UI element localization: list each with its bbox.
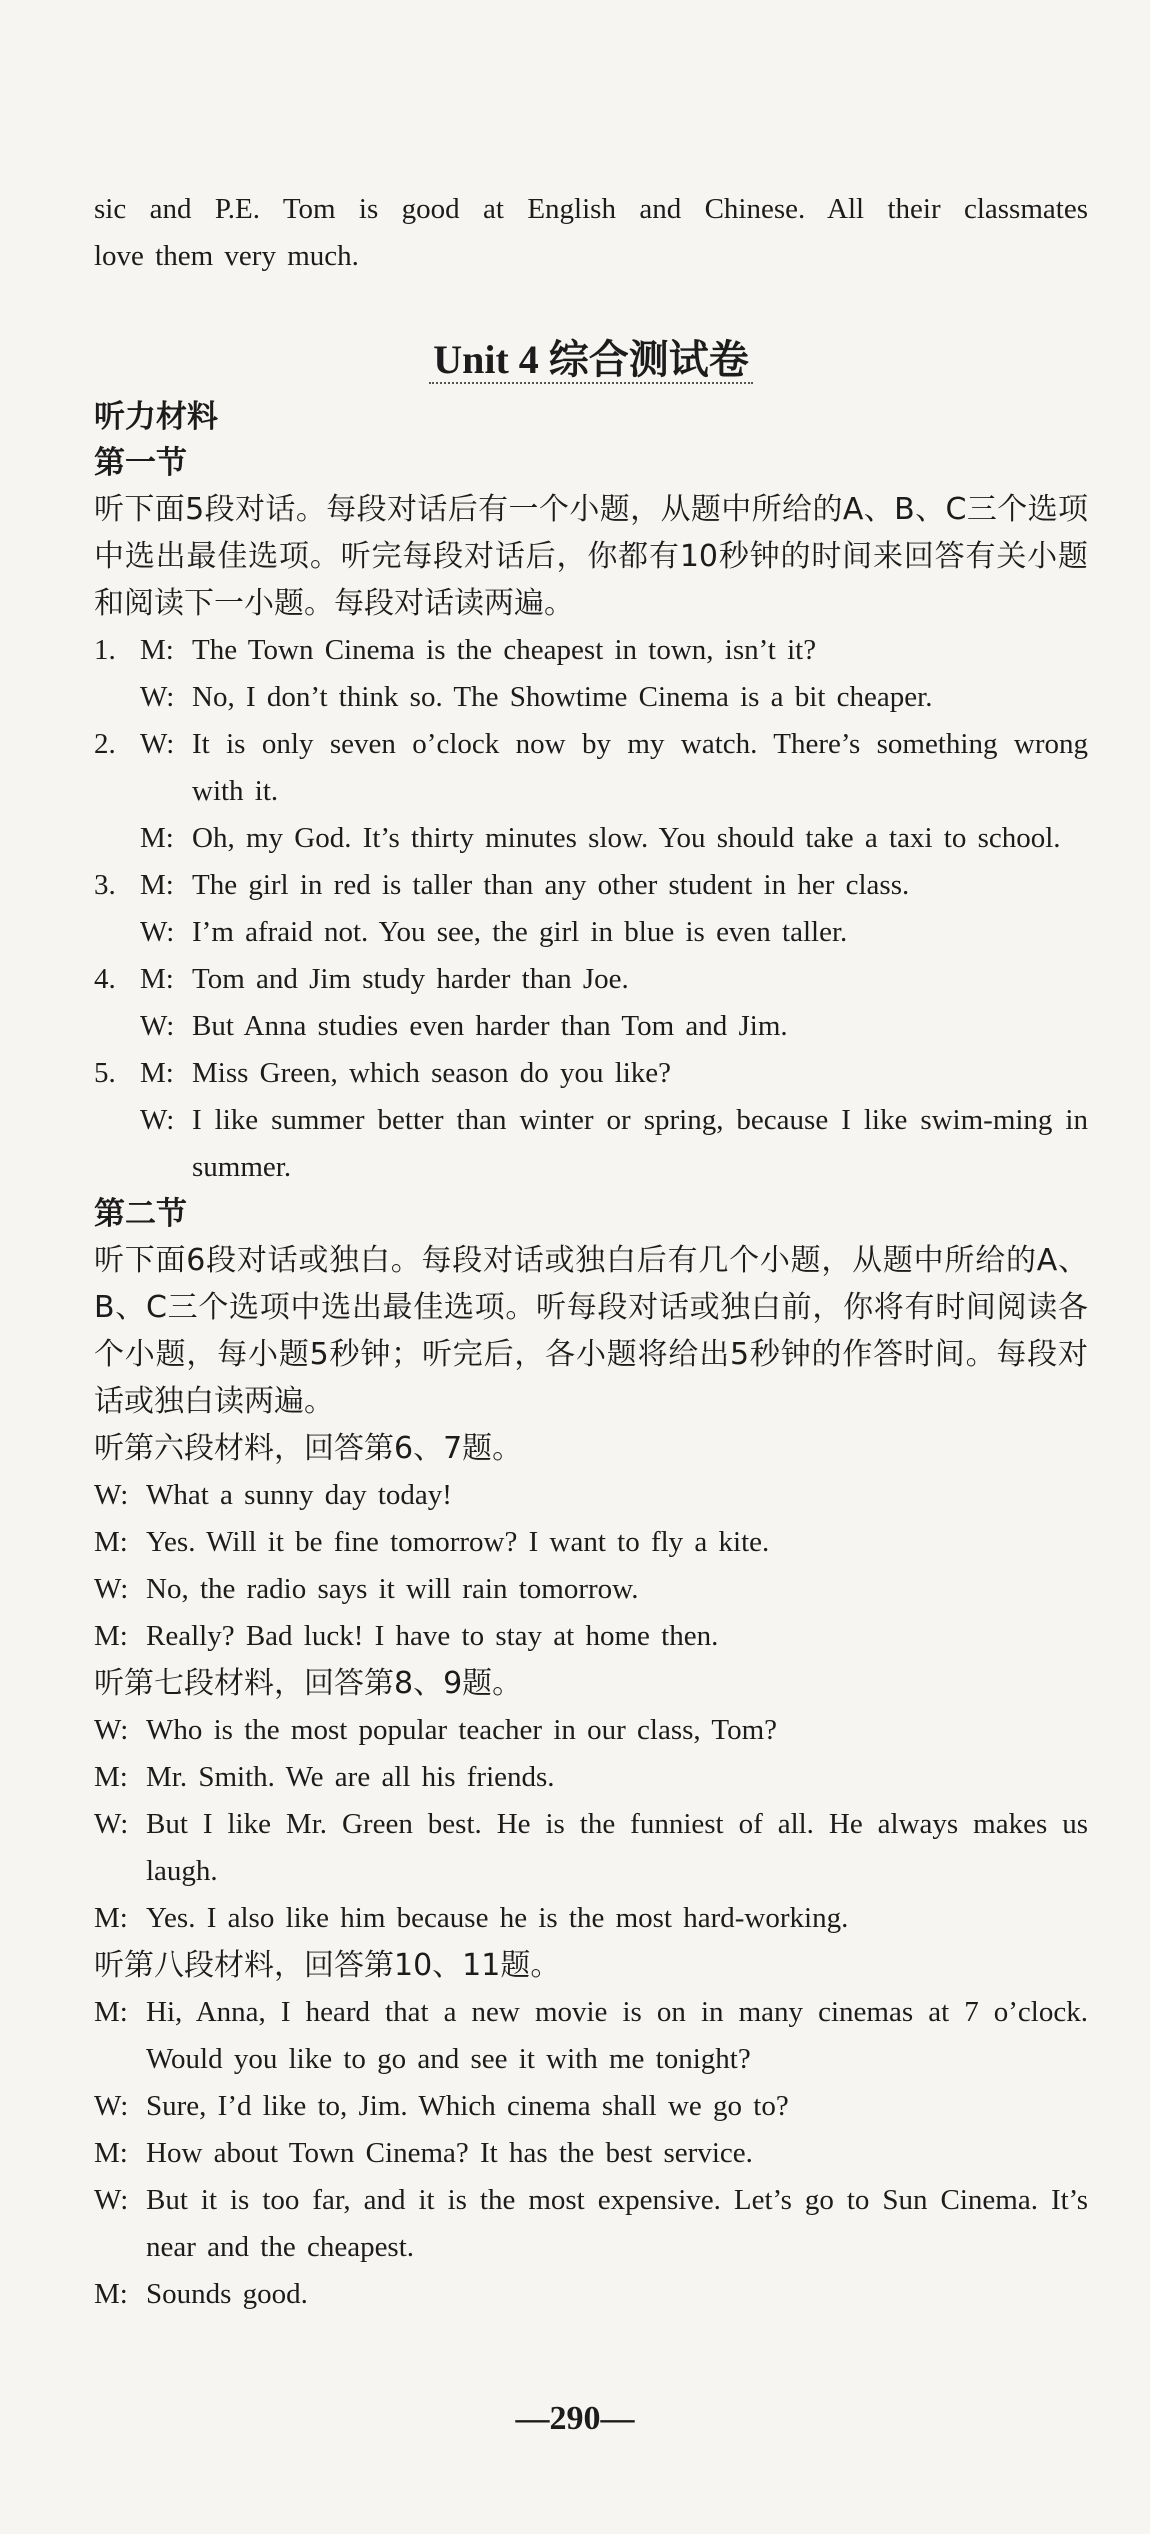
dialogue-text: No, the radio says it will rain tomorrow. [146, 1573, 639, 1605]
speaker-label: W: [94, 2090, 129, 2122]
speaker-label: W: [140, 916, 175, 948]
dialogue-text: Yes. Will it be fine tomorrow? I want to fly a kite. [146, 1526, 770, 1558]
intro-text [94, 186, 1088, 280]
speaker-label: W: [140, 681, 175, 713]
page-number: —290— [515, 2400, 635, 2437]
dialogue-text: Really? Bad luck! I have to stay at home then. [146, 1620, 719, 1652]
dialogue-item [94, 956, 1088, 1050]
material-block [94, 1425, 1088, 1660]
speaker-label: W: [94, 1573, 129, 1605]
dialogue-line [94, 1707, 1088, 1754]
section-1-instructions: 听下面5段对话。每段对话后有一个小题，从题中所给的A、B、C三个选项中选出最佳选项。听完每段对话后，你都有10秒钟的时间来回答有关小题和阅读下一小题。每段对话读两遍。 [94, 492, 1088, 621]
speaker-label: M: [140, 963, 174, 995]
dialogue-line [94, 862, 1088, 909]
speaker-label: M: [94, 1620, 128, 1652]
material-label: 听第八段材料，回答第10、11题。 [94, 1948, 561, 1983]
dialogue-line [94, 721, 1088, 815]
dialogue-text: The Town Cinema is the cheapest in town, isn’t it? [192, 634, 817, 666]
speaker-label: W: [140, 1104, 175, 1136]
speaker-label: W: [94, 2184, 129, 2216]
unit-title-block [94, 330, 1088, 390]
dialogue-text: Tom and Jim study harder than Joe. [192, 963, 629, 995]
speaker-label: M: [94, 1526, 128, 1558]
listening-material [94, 394, 1088, 2318]
speaker-label: M: [140, 869, 174, 901]
speaker-label: M: [94, 2137, 128, 2169]
dialogue-line [94, 2177, 1088, 2271]
speaker-label: M: [94, 2278, 128, 2310]
speaker-label: W: [140, 728, 175, 760]
material-label: 听第七段材料，回答第8、9题。 [94, 1666, 523, 1701]
dialogue-line [94, 1989, 1088, 2083]
item-number [94, 909, 140, 956]
dialogue-text: Miss Green, which season do you like? [192, 1057, 672, 1089]
item-number [94, 674, 140, 721]
dialogue-line [94, 1519, 1088, 1566]
section-2-materials [94, 1425, 1088, 2318]
dialogue-line [94, 627, 1088, 674]
dialogue-item [94, 721, 1088, 862]
dialogue-line [94, 1472, 1088, 1519]
dialogue-text: Yes. I also like him because he is the most hard-working. [146, 1902, 849, 1934]
dialogue-text: But I like Mr. Green best. He is the funniest of all. He always makes us laugh. [146, 1808, 1088, 1887]
dialogue-text: Sounds good. [146, 2278, 308, 2310]
heading-section-2: 第二节 [94, 1196, 187, 1232]
dialogue-line [94, 1801, 1088, 1895]
speaker-label: W: [94, 1714, 129, 1746]
dialogue-line [94, 1613, 1088, 1660]
intro-line-2: love them very much. [94, 240, 359, 272]
heading-listening-material: 听力材料 [94, 399, 218, 435]
dialogue-line [94, 815, 1088, 862]
dialogue-text: What a sunny day today! [146, 1479, 452, 1511]
item-number: 4. [94, 963, 116, 995]
item-number: 2. [94, 728, 116, 760]
dialogue-line [94, 2271, 1088, 2318]
dialogue-line [94, 1097, 1088, 1191]
dialogue-item [94, 627, 1088, 721]
speaker-label: M: [94, 1761, 128, 1793]
dialogue-text: Oh, my God. It’s thirty minutes slow. You should take a taxi to school. [192, 822, 1061, 854]
dialogue-item [94, 862, 1088, 956]
material-block [94, 1660, 1088, 1942]
dialogue-line [94, 674, 1088, 721]
dialogue-line [94, 2130, 1088, 2177]
speaker-label: M: [140, 634, 174, 666]
dialogue-text: Hi, Anna, I heard that a new movie is on in many cinemas at 7 o’clock. Would you like to go and see it with me tonight? [146, 1996, 1088, 2075]
item-number [94, 815, 140, 862]
speaker-label: M: [140, 822, 174, 854]
dialogue-line [94, 909, 1088, 956]
speaker-label: W: [94, 1479, 129, 1511]
dialogue-text: I’m afraid not. You see, the girl in blue is even taller. [192, 916, 848, 948]
item-number [94, 1097, 140, 1191]
dialogue-line [94, 2083, 1088, 2130]
item-number: 3. [94, 869, 116, 901]
dialogue-text: No, I don’t think so. The Showtime Cinema is a bit cheaper. [192, 681, 933, 713]
speaker-label: W: [140, 1010, 175, 1042]
dialogue-item [94, 1050, 1088, 1191]
dialogue-text: But Anna studies even harder than Tom and Jim. [192, 1010, 788, 1042]
dialogue-text: Who is the most popular teacher in our class, Tom? [146, 1714, 778, 1746]
speaker-label: W: [94, 1808, 129, 1840]
material-block [94, 1942, 1088, 2318]
page-title: Unit 4 综合测试卷 [429, 337, 753, 384]
heading-section-1: 第一节 [94, 445, 187, 481]
intro-line-1: sic and P.E. Tom is good at English and Chinese. All their classmates [94, 193, 1088, 225]
speaker-label: M: [94, 1902, 128, 1934]
speaker-label: M: [140, 1057, 174, 1089]
dialogue-line [94, 1895, 1088, 1942]
material-label: 听第六段材料，回答第6、7题。 [94, 1431, 523, 1466]
item-number: 5. [94, 1057, 116, 1089]
dialogue-line [94, 1050, 1088, 1097]
dialogue-text: Mr. Smith. We are all his friends. [146, 1761, 555, 1793]
dialogue-line [94, 1566, 1088, 1613]
section-2-instructions: 听下面6段对话或独白。每段对话或独白后有几个小题，从题中所给的A、B、C三个选项中选出最佳选项。听每段对话或独白前，你将有时间阅读各个小题，每小题5秒钟；听完后，各小题将给出5秒钟的作答时间。每段对话或独白读两遍。 [94, 1243, 1088, 1419]
dialogue-line [94, 1003, 1088, 1050]
section-1-items [94, 627, 1088, 1191]
dialogue-text: It is only seven o’clock now by my watch. There’s something wrong with it. [192, 728, 1088, 807]
item-number [94, 1003, 140, 1050]
dialogue-text: Sure, I’d like to, Jim. Which cinema shall we go to? [146, 2090, 789, 2122]
speaker-label: M: [94, 1996, 128, 2028]
item-number: 1. [94, 634, 116, 666]
dialogue-line [94, 1754, 1088, 1801]
dialogue-text: The girl in red is taller than any other student in her class. [192, 869, 910, 901]
dialogue-text: I like summer better than winter or spring, because I like swim-ming in summer. [192, 1104, 1088, 1183]
dialogue-line [94, 956, 1088, 1003]
dialogue-text: How about Town Cinema? It has the best service. [146, 2137, 753, 2169]
dialogue-text: But it is too far, and it is the most expensive. Let’s go to Sun Cinema. It’s near and the cheapest. [146, 2184, 1088, 2263]
